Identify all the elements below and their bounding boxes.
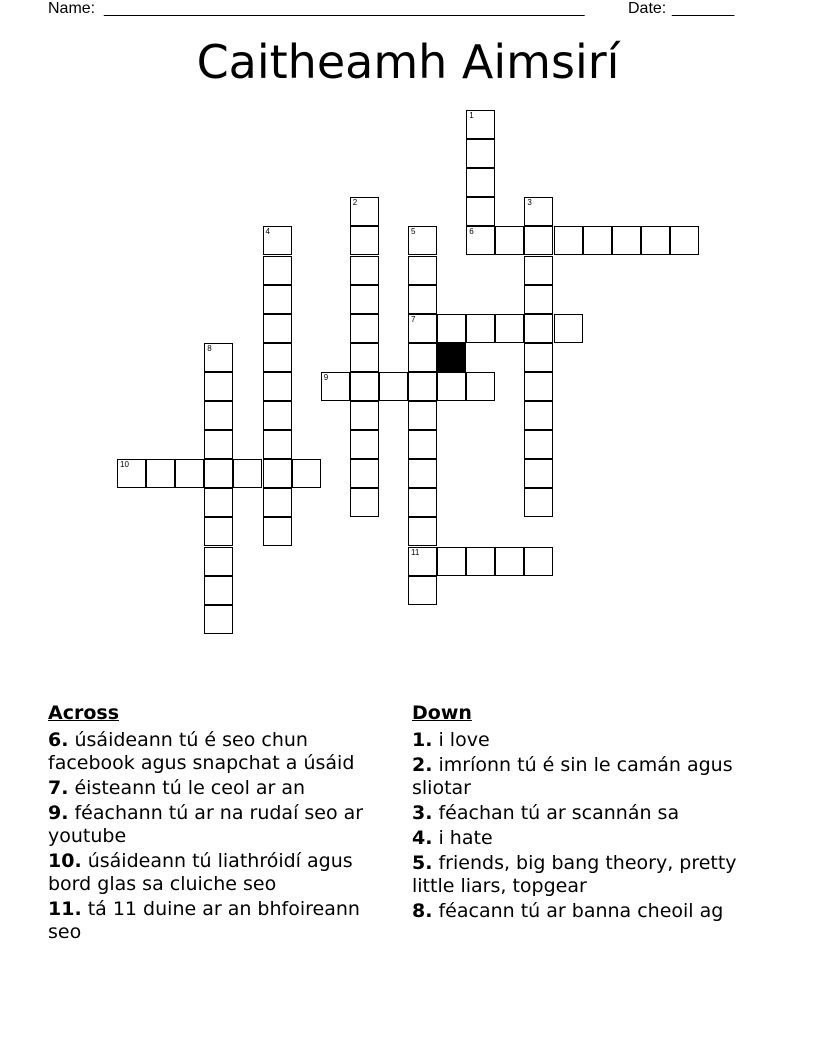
across-clues bbox=[48, 702, 398, 946]
cell-number: 3 bbox=[527, 198, 532, 208]
grid-cell[interactable] bbox=[408, 314, 437, 343]
cell-number: 8 bbox=[207, 343, 212, 353]
grid-cell[interactable] bbox=[175, 459, 204, 488]
grid-cell[interactable] bbox=[437, 314, 466, 343]
clue-number: 8. bbox=[412, 900, 433, 922]
grid-cell[interactable] bbox=[408, 256, 437, 285]
clue-number: 5. bbox=[412, 852, 433, 874]
grid-cell[interactable] bbox=[321, 372, 350, 401]
cell-number: 11 bbox=[411, 547, 420, 557]
grid-cell[interactable] bbox=[466, 110, 495, 139]
grid-cell[interactable] bbox=[466, 168, 495, 197]
grid-cell[interactable] bbox=[466, 547, 495, 576]
grid-cell[interactable] bbox=[204, 372, 233, 401]
down-clue-list bbox=[412, 729, 762, 923]
grid-cell[interactable] bbox=[263, 459, 292, 488]
grid-cell[interactable] bbox=[466, 372, 495, 401]
black-cell bbox=[437, 343, 466, 372]
grid-cell[interactable] bbox=[263, 401, 292, 430]
grid-cell[interactable] bbox=[466, 197, 495, 226]
grid-cell[interactable] bbox=[670, 226, 699, 255]
grid-cell[interactable] bbox=[350, 256, 379, 285]
clue-number: 9. bbox=[48, 802, 69, 824]
across-clue bbox=[48, 802, 398, 848]
grid-cell[interactable] bbox=[263, 488, 292, 517]
grid-cell[interactable] bbox=[204, 401, 233, 430]
grid-cell[interactable] bbox=[350, 343, 379, 372]
grid-cell[interactable] bbox=[408, 576, 437, 605]
down-clue bbox=[412, 729, 762, 752]
grid-cell[interactable] bbox=[263, 256, 292, 285]
grid-cell[interactable] bbox=[263, 343, 292, 372]
grid-cell[interactable] bbox=[495, 226, 524, 255]
clue-number: 11. bbox=[48, 898, 82, 920]
grid-cell[interactable] bbox=[408, 488, 437, 517]
clue-number: 4. bbox=[412, 827, 433, 849]
grid-cell[interactable] bbox=[408, 517, 437, 546]
grid-cell[interactable] bbox=[350, 285, 379, 314]
down-clue bbox=[412, 802, 762, 825]
clue-text: i love bbox=[432, 729, 490, 751]
grid-cell[interactable] bbox=[350, 430, 379, 459]
grid-cell[interactable] bbox=[350, 372, 379, 401]
clue-number: 10. bbox=[48, 850, 82, 872]
cell-number: 9 bbox=[323, 372, 329, 382]
cell-number: 4 bbox=[265, 227, 270, 237]
grid-cell[interactable] bbox=[495, 547, 524, 576]
down-clue bbox=[412, 827, 762, 850]
clue-number: 3. bbox=[412, 802, 433, 824]
grid-cell[interactable] bbox=[612, 226, 641, 255]
name-field[interactable]: ______________________________________________________ bbox=[104, 0, 585, 17]
grid-cell[interactable] bbox=[204, 430, 233, 459]
grid-cell[interactable] bbox=[204, 459, 233, 488]
clue-text: imríonn tú é sin le camán agus sliotar bbox=[412, 754, 733, 799]
across-clue-list bbox=[48, 729, 398, 944]
grid-cell[interactable] bbox=[204, 576, 233, 605]
grid-cell[interactable] bbox=[524, 226, 553, 255]
clue-text: féacann tú ar banna cheoil ag bbox=[432, 900, 724, 922]
grid-cell[interactable] bbox=[524, 401, 553, 430]
name-label: Name: bbox=[48, 0, 96, 17]
grid-cell[interactable] bbox=[524, 547, 553, 576]
grid-cell[interactable] bbox=[204, 547, 233, 576]
grid-cell[interactable] bbox=[554, 226, 583, 255]
across-clue bbox=[48, 850, 398, 896]
grid-cell[interactable] bbox=[524, 285, 553, 314]
date-field[interactable]: _______ bbox=[672, 0, 735, 17]
down-clue bbox=[412, 754, 762, 800]
down-clue bbox=[412, 852, 762, 898]
clue-text: féachann tú ar na rudaí seo ar youtube bbox=[48, 802, 364, 847]
grid-cell[interactable] bbox=[263, 430, 292, 459]
clue-text: i hate bbox=[432, 827, 493, 849]
grid-cell[interactable] bbox=[524, 372, 553, 401]
grid-cell[interactable] bbox=[408, 285, 437, 314]
grid-cell[interactable] bbox=[204, 343, 233, 372]
grid-cell[interactable] bbox=[350, 401, 379, 430]
clue-text: úsáideann tú liathróidí agus bord glas sa cluiche seo bbox=[48, 850, 353, 895]
grid-cell[interactable] bbox=[524, 197, 553, 226]
grid-cell[interactable] bbox=[524, 459, 553, 488]
clue-text: éisteann tú le ceol ar an bbox=[68, 777, 306, 799]
clue-number: 1. bbox=[412, 729, 433, 751]
grid-cell[interactable] bbox=[408, 226, 437, 255]
grid-cell[interactable] bbox=[554, 314, 583, 343]
grid-cell[interactable] bbox=[524, 256, 553, 285]
grid-cell[interactable] bbox=[263, 285, 292, 314]
clue-text: úsáideann tú é seo chun facebook agus snapchat a úsáid bbox=[48, 729, 355, 774]
grid-cell[interactable] bbox=[408, 547, 437, 576]
grid-cell[interactable] bbox=[408, 343, 437, 372]
clue-text: féachan tú ar scannán sa bbox=[432, 802, 680, 824]
cell-number: 1 bbox=[469, 111, 474, 120]
grid-cell[interactable] bbox=[495, 314, 524, 343]
cell-number: 2 bbox=[352, 198, 358, 208]
clue-number: 6. bbox=[48, 729, 69, 751]
grid-cell[interactable] bbox=[408, 430, 437, 459]
grid-cell[interactable] bbox=[233, 459, 262, 488]
grid-cell[interactable] bbox=[350, 459, 379, 488]
clue-number: 7. bbox=[48, 777, 69, 799]
across-clue bbox=[48, 777, 398, 800]
grid-cell[interactable] bbox=[408, 459, 437, 488]
grid-cell[interactable] bbox=[524, 314, 553, 343]
grid-cell[interactable] bbox=[263, 372, 292, 401]
grid-cell[interactable] bbox=[146, 459, 175, 488]
grid-cell[interactable] bbox=[350, 314, 379, 343]
grid-cell[interactable] bbox=[117, 459, 146, 488]
grid-cell[interactable] bbox=[350, 197, 379, 226]
cell-number: 6 bbox=[469, 227, 474, 237]
cell-number: 5 bbox=[411, 227, 416, 237]
down-heading: Down bbox=[412, 702, 472, 724]
grid-cell[interactable] bbox=[350, 226, 379, 255]
clue-number: 2. bbox=[412, 754, 433, 776]
across-clue bbox=[48, 729, 398, 775]
grid-cell[interactable] bbox=[204, 605, 233, 634]
grid-cell[interactable] bbox=[263, 226, 292, 255]
grid-cell[interactable] bbox=[408, 401, 437, 430]
down-clue bbox=[412, 900, 762, 923]
grid-cell[interactable] bbox=[437, 372, 466, 401]
grid-cell[interactable] bbox=[641, 226, 670, 255]
grid-cell[interactable] bbox=[466, 226, 495, 255]
grid-cell[interactable] bbox=[524, 343, 553, 372]
grid-cell[interactable] bbox=[263, 314, 292, 343]
grid-cell[interactable] bbox=[466, 139, 495, 168]
grid-cell[interactable] bbox=[292, 459, 321, 488]
clue-text: tá 11 duine ar an bhfoireann seo bbox=[48, 898, 360, 943]
grid-cell[interactable] bbox=[437, 547, 466, 576]
cell-number: 10 bbox=[120, 460, 129, 470]
grid-cell[interactable] bbox=[204, 488, 233, 517]
grid-cell[interactable] bbox=[379, 372, 408, 401]
page-title: Caitheamh Aimsirí bbox=[196, 35, 620, 89]
across-heading: Across bbox=[48, 702, 120, 724]
grid-cell[interactable] bbox=[466, 314, 495, 343]
grid-cell[interactable] bbox=[524, 488, 553, 517]
down-clues bbox=[412, 702, 762, 925]
across-clue bbox=[48, 898, 398, 944]
grid-cell[interactable] bbox=[408, 372, 437, 401]
grid-cell[interactable] bbox=[524, 430, 553, 459]
cell-number: 7 bbox=[411, 314, 416, 324]
grid-cell[interactable] bbox=[263, 517, 292, 546]
grid-cell[interactable] bbox=[583, 226, 612, 255]
date-label: Date: bbox=[628, 0, 667, 17]
grid-cell[interactable] bbox=[350, 488, 379, 517]
grid-cell[interactable] bbox=[204, 517, 233, 546]
clue-text: friends, big bang theory, pretty little liars, topgear bbox=[412, 852, 737, 897]
